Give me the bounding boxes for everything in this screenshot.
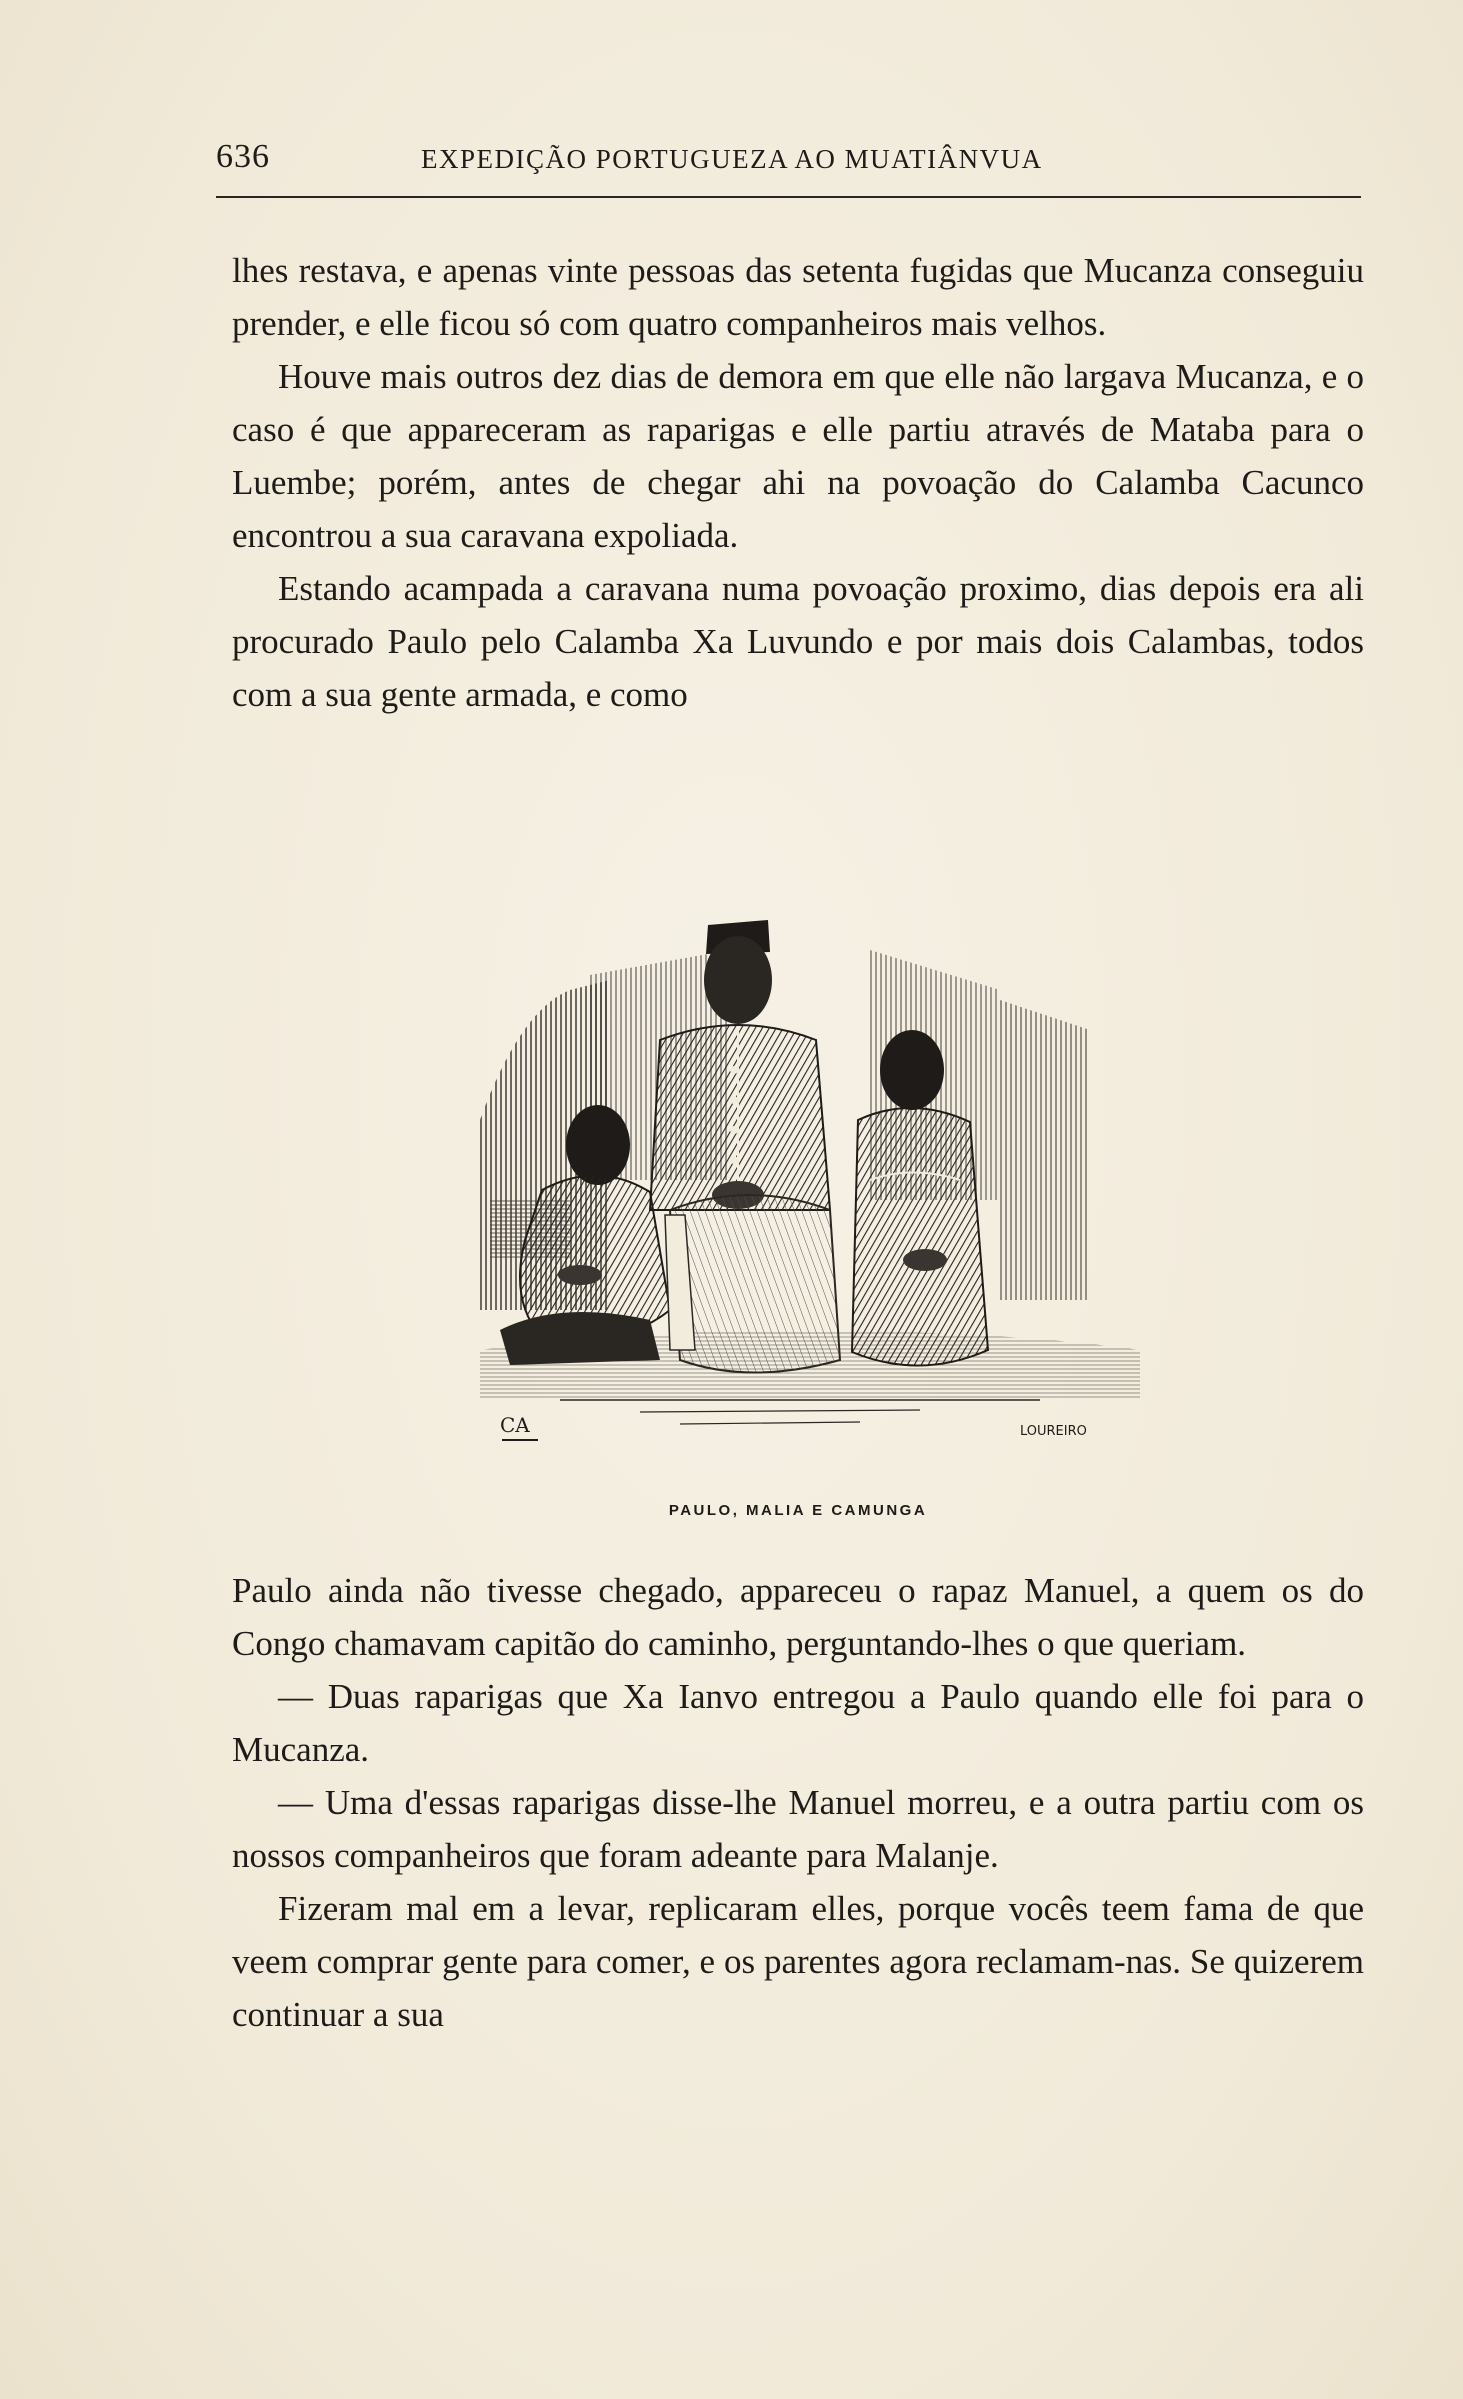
artist-signatures xyxy=(500,1413,1087,1440)
paragraph: — Uma d'essas raparigas disse-lhe Manuel morreu, e a outra partiu com os nossos companheiros que foram adeante para Malanje. xyxy=(232,1783,1364,1875)
paragraph: Houve mais outros dez dias de demora em que elle não largava Mucanza, e o caso é que appareceram as raparigas e elle partiu através de Mataba para o Luembe; porém, antes de chegar ahi na povoação do Calamba Cacunco encontrou a sua caravana expoliada. xyxy=(232,357,1364,555)
running-title: EXPEDIÇÃO PORTUGUEZA AO MUATIÂNVUA xyxy=(421,144,1043,174)
paragraph: Estando acampada a caravana numa povoação proximo, dias depois era ali procurado Paulo pelo Calamba Xa Luvundo e por mais dois Calambas, todos com a sua gente armada, e como xyxy=(232,569,1364,714)
signature-left: CA xyxy=(500,1413,530,1437)
page-header xyxy=(216,138,1361,188)
body-text-top xyxy=(232,244,1364,721)
paragraph: Paulo ainda não tivesse chegado, appareceu o rapaz Manuel, a quem os do Congo chamavam capitão do caminho, perguntando-lhes o que queriam. xyxy=(232,1571,1364,1663)
header-rule xyxy=(216,196,1361,198)
body-text-bottom xyxy=(232,1564,1364,2041)
signature-right: LOUREIRO xyxy=(1020,1424,1087,1439)
engraving-illustration xyxy=(480,880,1140,1480)
page-number: 636 xyxy=(216,138,270,175)
paragraph: lhes restava, e apenas vinte pessoas das setenta fugidas que Mucanza conseguiu prender, e elle ficou só com quatro companheiros mais velhos. xyxy=(232,251,1364,343)
engraving-svg xyxy=(480,880,1140,1480)
paragraph: Fizeram mal em a levar, replicaram elles, porque vocês teem fama de que veem comprar gente para comer, e os parentes agora reclamam-nas. Se quizerem continuar a sua xyxy=(232,1889,1364,2034)
paragraph: — Duas raparigas que Xa Ianvo entregou a Paulo quando elle foi para o Mucanza. xyxy=(232,1677,1364,1769)
figure-caption: PAULO, MALIA E CAMUNGA xyxy=(668,1502,928,1519)
